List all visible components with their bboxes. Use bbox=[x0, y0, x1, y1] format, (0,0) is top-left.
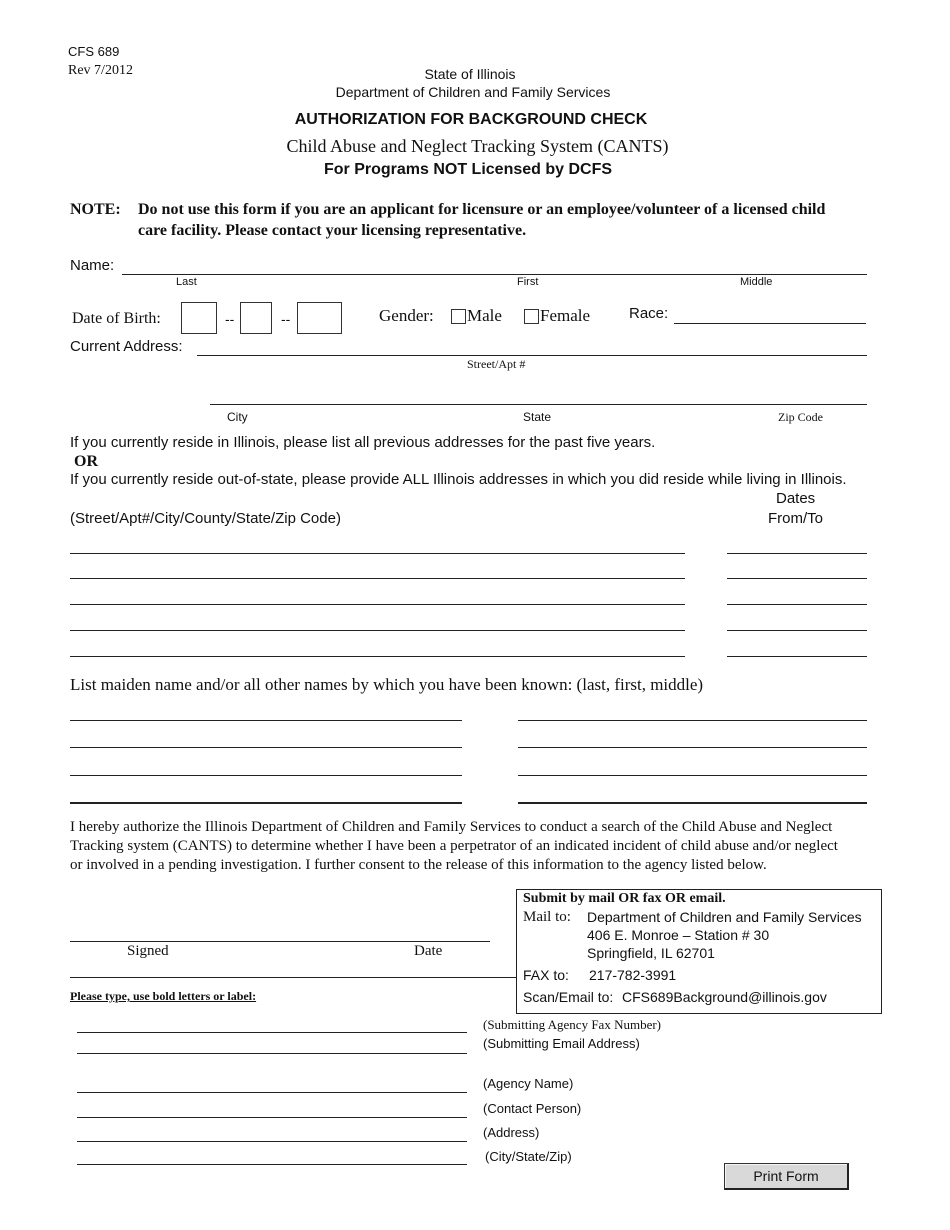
authorization-text-line3: or involved in a pending investigation. I further consent to the release of this information to the agency listed below. bbox=[70, 857, 767, 873]
male-checkbox[interactable] bbox=[451, 309, 466, 324]
address-column-header: (Street/Apt#/City/County/State/Zip Code) bbox=[70, 510, 341, 527]
agency-address-caption: (Address) bbox=[483, 1125, 540, 1140]
form-number: CFS 689 bbox=[68, 44, 120, 59]
race-label: Race: bbox=[629, 305, 669, 322]
previous-address-input[interactable] bbox=[70, 656, 685, 657]
other-name-input[interactable] bbox=[518, 775, 867, 776]
street-caption: Street/Apt # bbox=[467, 357, 526, 371]
city-caption: City bbox=[227, 410, 248, 424]
mail-label: Mail to: bbox=[523, 909, 571, 925]
mail-address-line2: 406 E. Monroe – Station # 30 bbox=[587, 927, 770, 943]
name-input[interactable] bbox=[122, 274, 867, 275]
out-of-state-instruction: If you currently reside out-of-state, please provide ALL Illinois addresses in which you did reside while living in Illinois. bbox=[70, 471, 847, 488]
dob-separator: -- bbox=[281, 311, 291, 327]
print-form-button[interactable]: Print Form bbox=[724, 1163, 849, 1190]
program-scope: For Programs NOT Licensed by DCFS bbox=[323, 161, 613, 178]
agency-email-input[interactable] bbox=[77, 1053, 467, 1054]
form-revision: Rev 7/2012 bbox=[68, 63, 133, 78]
name-label: Name: bbox=[70, 257, 115, 274]
female-checkbox[interactable] bbox=[524, 309, 539, 324]
authorization-text-line1: I hereby authorize the Illinois Department of Children and Family Services to conduct a search of the Child Abuse and Neglect bbox=[70, 819, 833, 835]
note-label: NOTE: bbox=[70, 201, 121, 218]
submit-heading: Submit by mail OR fax OR email. bbox=[523, 891, 726, 906]
signature-input[interactable] bbox=[70, 941, 490, 942]
city-state-zip-input[interactable] bbox=[210, 404, 867, 405]
agency-fax-caption: (Submitting Agency Fax Number) bbox=[483, 1017, 662, 1032]
contact-person-input[interactable] bbox=[77, 1117, 467, 1118]
dob-separator: -- bbox=[225, 311, 235, 327]
other-name-input[interactable] bbox=[70, 720, 462, 721]
or-label: OR bbox=[74, 453, 98, 470]
department-heading: Department of Children and Family Services bbox=[335, 84, 611, 100]
other-name-input[interactable] bbox=[70, 802, 462, 804]
previous-address-input[interactable] bbox=[70, 553, 685, 554]
middle-name-caption: Middle bbox=[740, 276, 773, 288]
email-label: Scan/Email to: bbox=[523, 989, 614, 1005]
agency-email-caption: (Submitting Email Address) bbox=[483, 1036, 640, 1051]
female-label: Female bbox=[540, 306, 591, 325]
agency-city-state-zip-caption: (City/State/Zip) bbox=[485, 1149, 572, 1164]
agency-name-caption: (Agency Name) bbox=[483, 1076, 574, 1091]
system-name: Child Abuse and Neglect Tracking System (CANTS) bbox=[286, 136, 669, 156]
other-name-input[interactable] bbox=[518, 802, 867, 804]
email-address: CFS689Background@illinois.gov bbox=[622, 989, 827, 1005]
state-heading: State of Illinois bbox=[424, 66, 516, 82]
mail-address-line1: Department of Children and Family Services bbox=[587, 909, 862, 925]
previous-address-input[interactable] bbox=[70, 604, 685, 605]
mail-address-line3: Springfield, IL 62701 bbox=[587, 945, 715, 961]
fax-label: FAX to: bbox=[523, 967, 569, 983]
street-input[interactable] bbox=[197, 355, 867, 356]
divider bbox=[70, 977, 517, 978]
gender-label: Gender: bbox=[379, 306, 434, 325]
agency-fax-input[interactable] bbox=[77, 1032, 467, 1033]
dob-day-input[interactable] bbox=[240, 302, 272, 334]
dates-input[interactable] bbox=[727, 604, 867, 605]
dob-label: Date of Birth: bbox=[72, 310, 161, 327]
dob-month-input[interactable] bbox=[181, 302, 217, 334]
form-title: AUTHORIZATION FOR BACKGROUND CHECK bbox=[294, 111, 648, 128]
male-label: Male bbox=[467, 306, 502, 325]
agency-name-input[interactable] bbox=[77, 1092, 467, 1093]
note-text-line2: care facility. Please contact your licensing representative. bbox=[138, 222, 527, 239]
type-instruction: Please type, use bold letters or label: bbox=[70, 989, 257, 1003]
agency-address-input[interactable] bbox=[77, 1141, 467, 1142]
dates-input[interactable] bbox=[727, 630, 867, 631]
dates-input[interactable] bbox=[727, 578, 867, 579]
other-names-instruction: List maiden name and/or all other names by which you have been known: (last, first, middle) bbox=[70, 675, 704, 694]
authorization-text-line2: Tracking system (CANTS) to determine whether I have been a perpetrator of an indicated incident of child abuse and/or neglect bbox=[70, 838, 838, 854]
race-input[interactable] bbox=[674, 323, 866, 324]
dates-header: Dates bbox=[776, 490, 816, 507]
zip-caption: Zip Code bbox=[778, 410, 823, 424]
previous-address-input[interactable] bbox=[70, 578, 685, 579]
dob-year-input[interactable] bbox=[297, 302, 342, 334]
fax-number: 217-782-3991 bbox=[589, 967, 677, 983]
signed-caption: Signed bbox=[127, 943, 169, 959]
agency-city-state-zip-input[interactable] bbox=[77, 1164, 467, 1165]
note-text-line1: Do not use this form if you are an applicant for licensure or an employee/volunteer of a licensed child bbox=[138, 201, 826, 218]
state-caption: State bbox=[523, 410, 552, 424]
dates-input[interactable] bbox=[727, 656, 867, 657]
other-name-input[interactable] bbox=[70, 747, 462, 748]
last-name-caption: Last bbox=[176, 276, 197, 288]
contact-person-caption: (Contact Person) bbox=[483, 1101, 582, 1116]
previous-addresses-instruction: If you currently reside in Illinois, please list all previous addresses for the past five years. bbox=[70, 434, 656, 451]
first-name-caption: First bbox=[517, 276, 539, 288]
date-caption: Date bbox=[414, 943, 443, 959]
from-to-header: From/To bbox=[768, 510, 824, 527]
other-name-input[interactable] bbox=[518, 720, 867, 721]
other-name-input[interactable] bbox=[70, 775, 462, 776]
other-name-input[interactable] bbox=[518, 747, 867, 748]
current-address-label: Current Address: bbox=[70, 338, 183, 355]
previous-address-input[interactable] bbox=[70, 630, 685, 631]
dates-input[interactable] bbox=[727, 553, 867, 554]
